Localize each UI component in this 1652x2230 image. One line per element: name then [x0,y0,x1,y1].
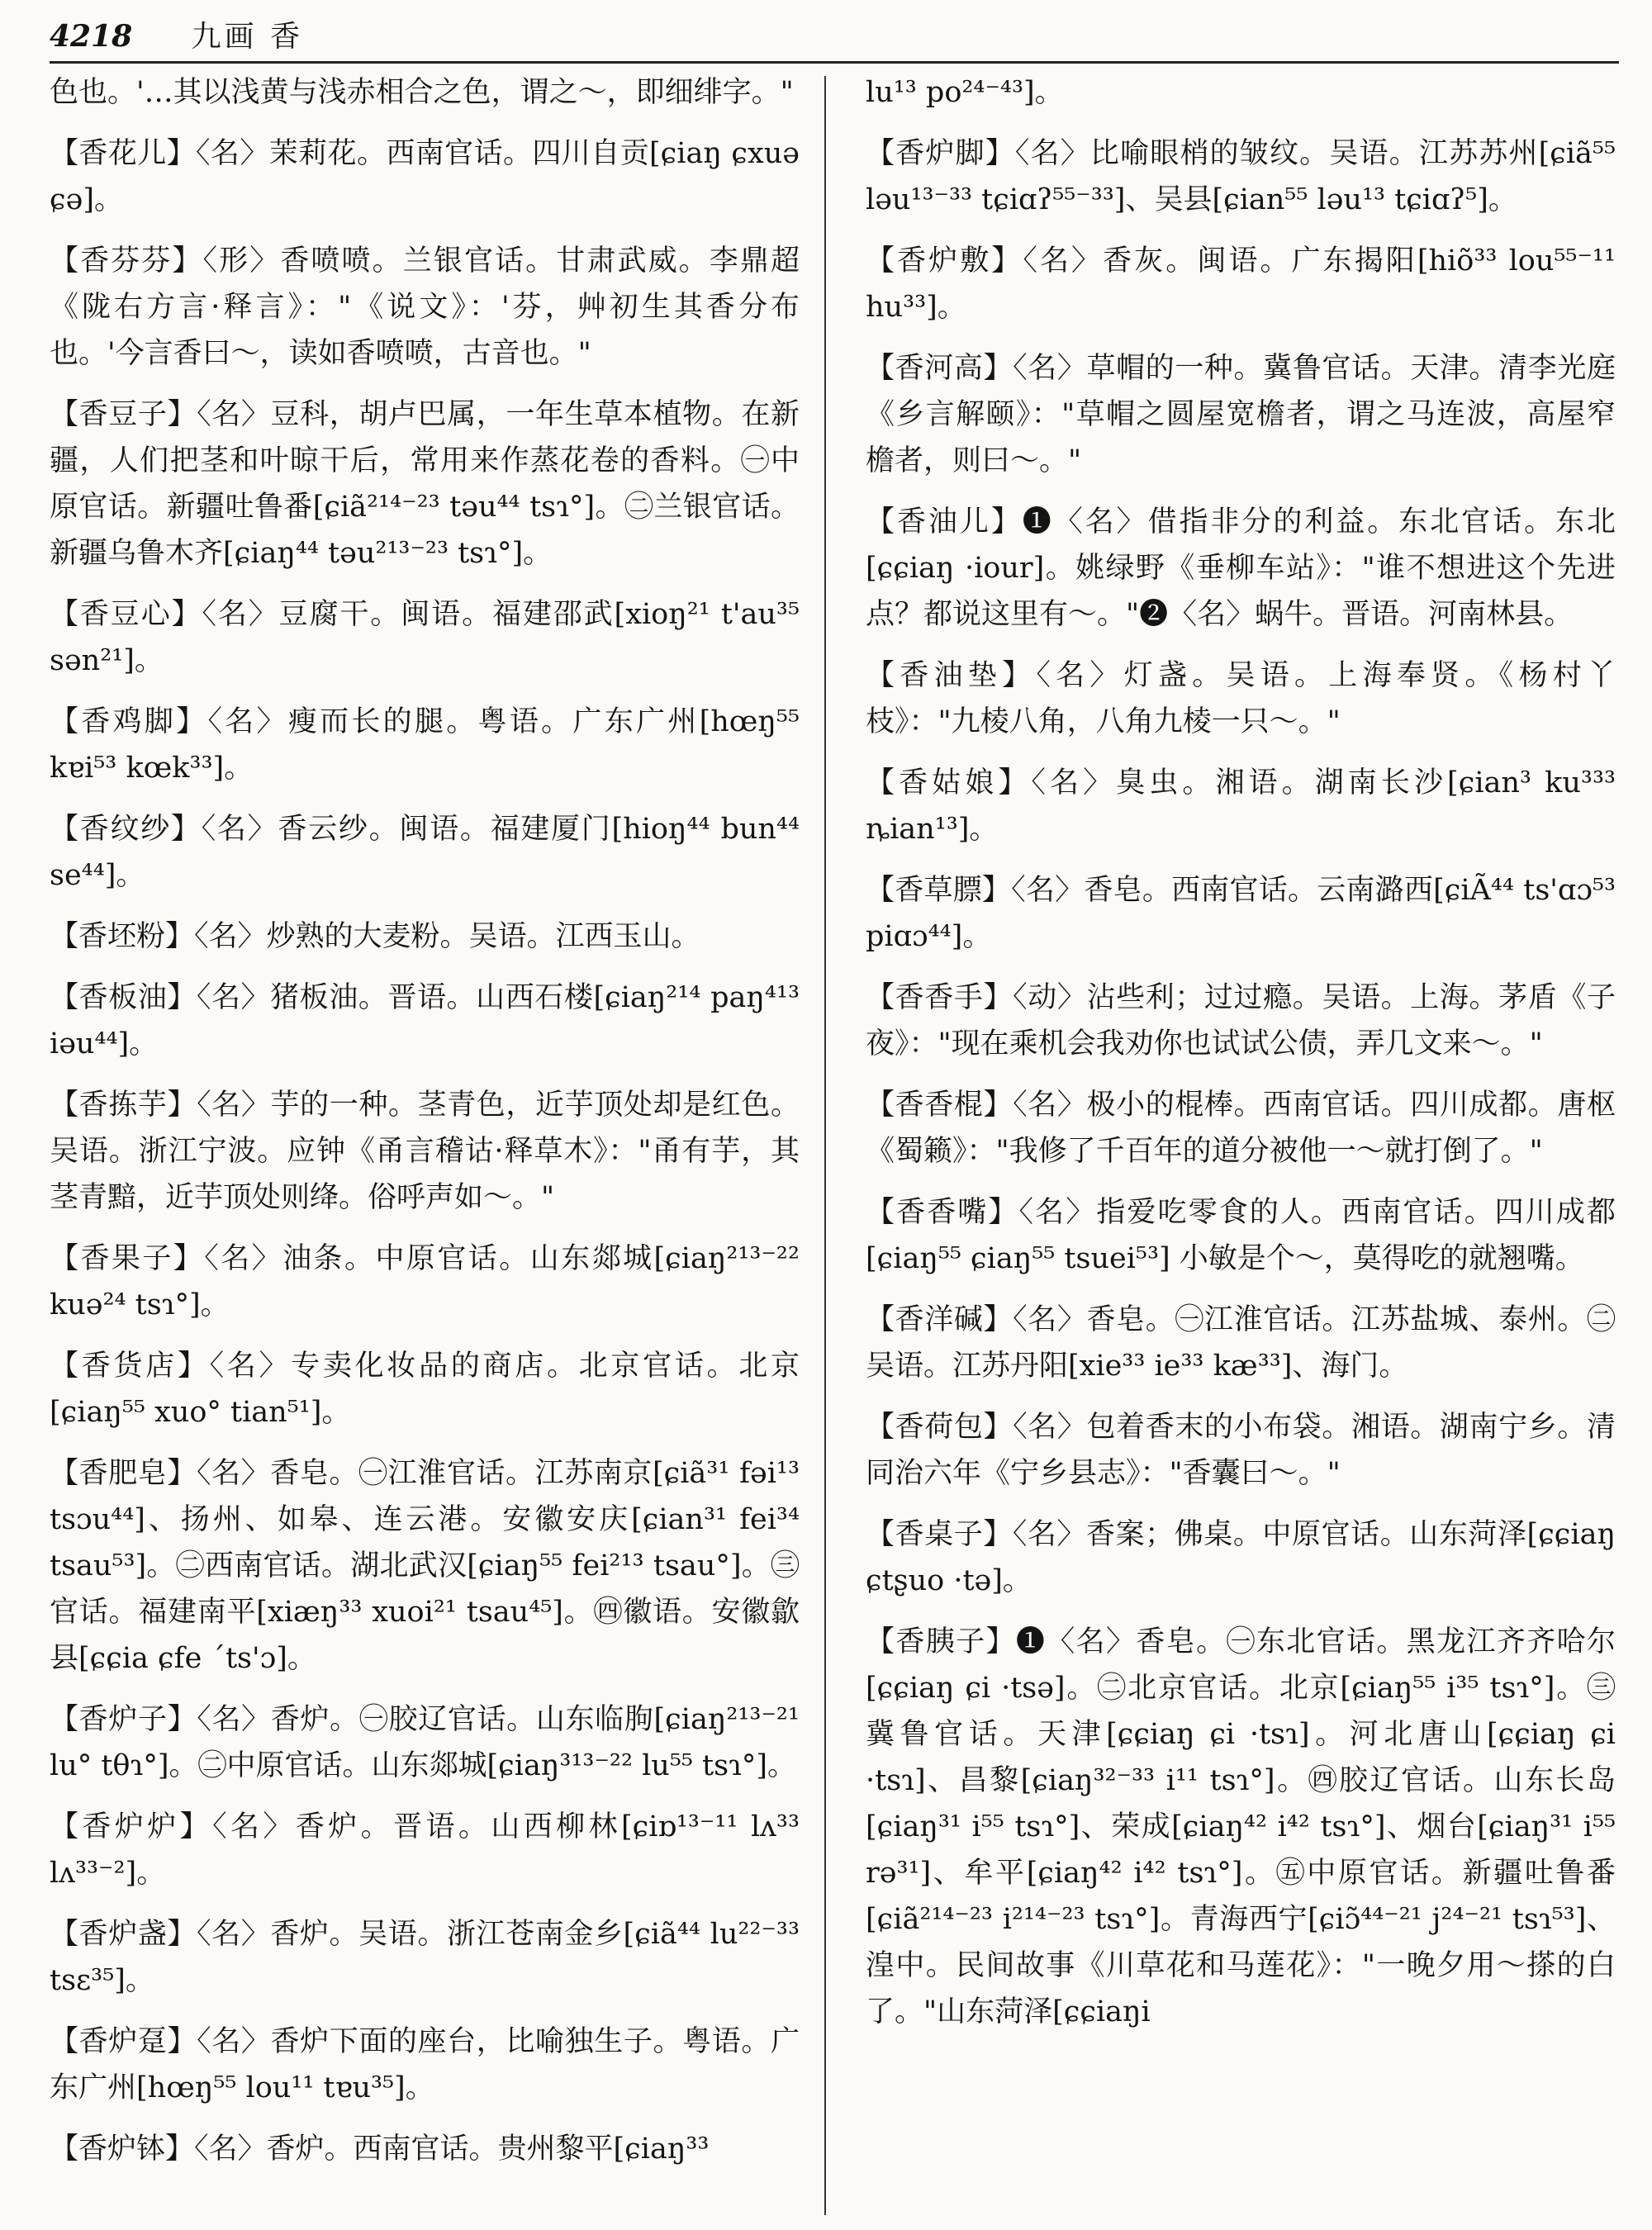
dictionary-entry: 【香香嘴】〈名〉指爱吃零食的人。西南官话。四川成都[ɕiaŋ⁵⁵ ɕiaŋ⁵⁵ tsuei⁵³] 小敏是个～，莫得吃的就翘嘴。 [866,1196,1616,1275]
dictionary-entry: 【香拣芋】〈名〉芋的一种。茎青色，近芋顶处却是红色。吴语。浙江宁波。应钟《甬言稽诂·释草木》："甬有芋，其茎青黯，近芋顶处则绛。俗呼声如～。" [50,1089,800,1214]
dictionary-entry: 【香香手】〈动〉沾些利；过过瘾。吴语。上海。茅盾《子夜》："现在乘机会我劝你也试试公债，弄几文来～。" [866,981,1616,1060]
continuation-text: lu¹³ po²⁴⁻⁴³]。 [866,76,1064,109]
dictionary-entry: 【香肥皂】〈名〉香皂。㊀江淮官话。江苏南京[ɕiã³¹ fəi¹³ tsɔu⁴⁴]、扬州、如皋、连云港。安徽安庆[ɕian³¹ fei³⁴ tsau⁵³]。㊁西南官话。湖北武汉[ɕiaŋ⁵⁵ fei²¹³ tsau°]。㊂官话。福建南平[xiæŋ³³ xuoi²¹ tsau⁴⁵]。㊃徽语。安徽歙县[ɕɕia ɕfe ˊts'ɔ]。 [50,1457,800,1675]
page-header [50,12,1619,61]
left-column [50,69,800,2187]
dictionary-entry: 【香油儿】❶〈名〉借指非分的利益。东北官话。东北[ɕɕiaŋ ·iour]。姚绿野《垂柳车站》："谁不想进这个先进点？都说这里有～。"❷〈名〉蜗牛。晋语。河南林县。 [866,505,1616,631]
dictionary-entry: 【香鸡脚】〈名〉瘦而长的腿。粤语。广东广州[hœŋ⁵⁵ kɐi⁵³ kœk³³]。 [50,705,800,785]
dictionary-entry: 【香果子】〈名〉油条。中原官话。山东郯城[ɕiaŋ²¹³⁻²² kuə²⁴ tsɿ°]。 [50,1242,800,1321]
dictionary-entry: 【香豆心】〈名〉豆腐干。闽语。福建邵武[xioŋ²¹ t'au³⁵ sən²¹]。 [50,598,800,677]
dictionary-entry: 【香炉趸】〈名〉香炉下面的座台，比喻独生子。粤语。广东广州[hœŋ⁵⁵ lou¹¹ tɐu³⁵]。 [50,2025,800,2104]
dictionary-entry: 【香豆子】〈名〉豆科，胡卢巴属，一年生草本植物。在新疆，人们把茎和叶晾干后，常用来作蒸花卷的香料。㊀中原官话。新疆吐鲁番[ɕiã²¹⁴⁻²³ təu⁴⁴ tsɿ°]。㊁兰银官话。新疆乌鲁木齐[ɕiaŋ⁴⁴ təu²¹³⁻²³ tsɿ°]。 [50,398,800,570]
dictionary-entry: 【香炉敷】〈名〉香灰。闽语。广东揭阳[hiõ³³ lou⁵⁵⁻¹¹ hu³³]。 [866,244,1616,324]
dictionary-entry: 【香油垫】〈名〉灯盏。吴语。上海奉贤。《杨村丫枝》："九棱八角，八角九棱一只～。" [866,659,1616,738]
dictionary-entry: 【香炉子】〈名〉香炉。㊀胶辽官话。山东临朐[ɕiaŋ²¹³⁻²¹ lu° tθɿ°]。㊁中原官话。山东郯城[ɕiaŋ³¹³⁻²² lu⁵⁵ tsɿ°]。 [50,1703,800,1782]
dictionary-entry: 【香炉钵】〈名〉香炉。西南官话。贵州黎平[ɕiaŋ³³ [50,2133,710,2166]
dictionary-entry: 【香姑娘】〈名〉臭虫。湘语。湖南长沙[ɕian³ ku³³³ ȵian¹³]。 [866,766,1616,846]
dictionary-entry: 【香香棍】〈名〉极小的棍棒。西南官话。四川成都。唐枢《蜀籁》："我修了千百年的道分被他一～就打倒了。" [866,1089,1616,1168]
right-column [866,69,1616,2050]
dictionary-entry: 【香货店】〈名〉专卖化妆品的商店。北京官话。北京[ɕiaŋ⁵⁵ xuo° tian⁵¹]。 [50,1350,800,1429]
dictionary-entry: 【香花儿】〈名〉茉莉花。西南官话。四川自贡[ɕiaŋ ɕxuə ɕə]。 [50,137,800,216]
dictionary-entry: 【香坯粉】〈名〉炒熟的大麦粉。吴语。江西玉山。 [50,920,700,953]
dictionary-entry: 【香草膘】〈名〉香皂。西南官话。云南潞西[ɕiÃ⁴⁴ ts'ɑɔ⁵³ piɑɔ⁴⁴]。 [866,874,1616,953]
dictionary-entry: 【香炉盏】〈名〉香炉。吴语。浙江苍南金乡[ɕiã⁴⁴ lu²²⁻³³ tsɛ³⁵]。 [50,1918,800,1997]
dictionary-entry: 【香胰子】❶〈名〉香皂。㊀东北官话。黑龙江齐齐哈尔[ɕɕiaŋ ɕi ·tsə]。㊁北京官话。北京[ɕiaŋ⁵⁵ i³⁵ tsɿ°]。㊂冀鲁官话。天津[ɕɕiaŋ ɕi ·tsɿ]。河北唐山[ɕɕiaŋ ɕi ·tsɿ]、昌黎[ɕiaŋ³²⁻³³ i¹¹ tsɿ°]。㊃胶辽官话。山东长岛[ɕiaŋ³¹ i⁵⁵ tsɿ°]、荣成[ɕiaŋ⁴² i⁴² tsɿ°]、烟台[ɕiaŋ³¹ i⁵⁵ rə³¹]、牟平[ɕiaŋ⁴² i⁴² tsɿ°]。㊄中原官话。新疆吐鲁番[ɕiã²¹⁴⁻²³ i²¹⁴⁻²³ tsɿ°]。青海西宁[ɕiɔ̃⁴⁴⁻²¹ j²⁴⁻²¹ tsɿ⁵³]、湟中。民间故事《川草花和马莲花》："一晚夕用～搽的白了。"山东菏泽[ɕɕiaŋi [866,1625,1616,2028]
continuation-text: 色也。'…其以浅黄与浅赤相合之色，谓之～，即细绯字。" [50,76,794,109]
dictionary-entry: 【香荷包】〈名〉包着香末的小布袋。湘语。湖南宁乡。清同治六年《宁乡县志》："香囊曰～。" [866,1411,1616,1490]
dictionary-entry: 【香桌子】〈名〉香案；佛桌。中原官话。山东菏泽[ɕɕiaŋ ɕtʂuo ·tə]。 [866,1518,1616,1597]
header-rule [50,61,1619,64]
dictionary-entry: 【香炉脚】〈名〉比喻眼梢的皱纹。吴语。江苏苏州[ɕiã⁵⁵ ləu¹³⁻³³ tɕiɑʔ⁵⁵⁻³³]、吴县[ɕian⁵⁵ ləu¹³ tɕiɑʔ⁵]。 [866,137,1616,216]
dictionary-entry: 【香炉炉】〈名〉香炉。晋语。山西柳林[ɕiɒ¹³⁻¹¹ lʌ³³ lʌ³³⁻²]。 [50,1810,800,1890]
dictionary-entry: 【香河高】〈名〉草帽的一种。冀鲁官话。天津。清李光庭《乡言解颐》："草帽之圆屋宽檐者，谓之马连波，高屋窄檐者，则曰～。" [866,352,1616,477]
column-divider [824,76,826,2215]
dictionary-entry: 【香洋碱】〈名〉香皂。㊀江淮官话。江苏盐城、泰州。㊁吴语。江苏丹阳[xie³³ ie³³ kæ³³]、海门。 [866,1303,1616,1383]
page-number: 4218 [50,19,133,54]
dictionary-entry: 【香芬芬】〈形〉香喷喷。兰银官话。甘肃武威。李鼎超《陇右方言·释言》："《说文》：'芬，艸初生其香分布也。'今言香曰～，读如香喷喷，古音也。" [50,244,800,370]
section-title: 九画 香 [191,20,304,54]
dictionary-entry: 【香板油】〈名〉猪板油。晋语。山西石楼[ɕiaŋ²¹⁴ paŋ⁴¹³ iəu⁴⁴]。 [50,981,800,1060]
dictionary-entry: 【香纹纱】〈名〉香云纱。闽语。福建厦门[hioŋ⁴⁴ bun⁴⁴ se⁴⁴]。 [50,813,800,892]
